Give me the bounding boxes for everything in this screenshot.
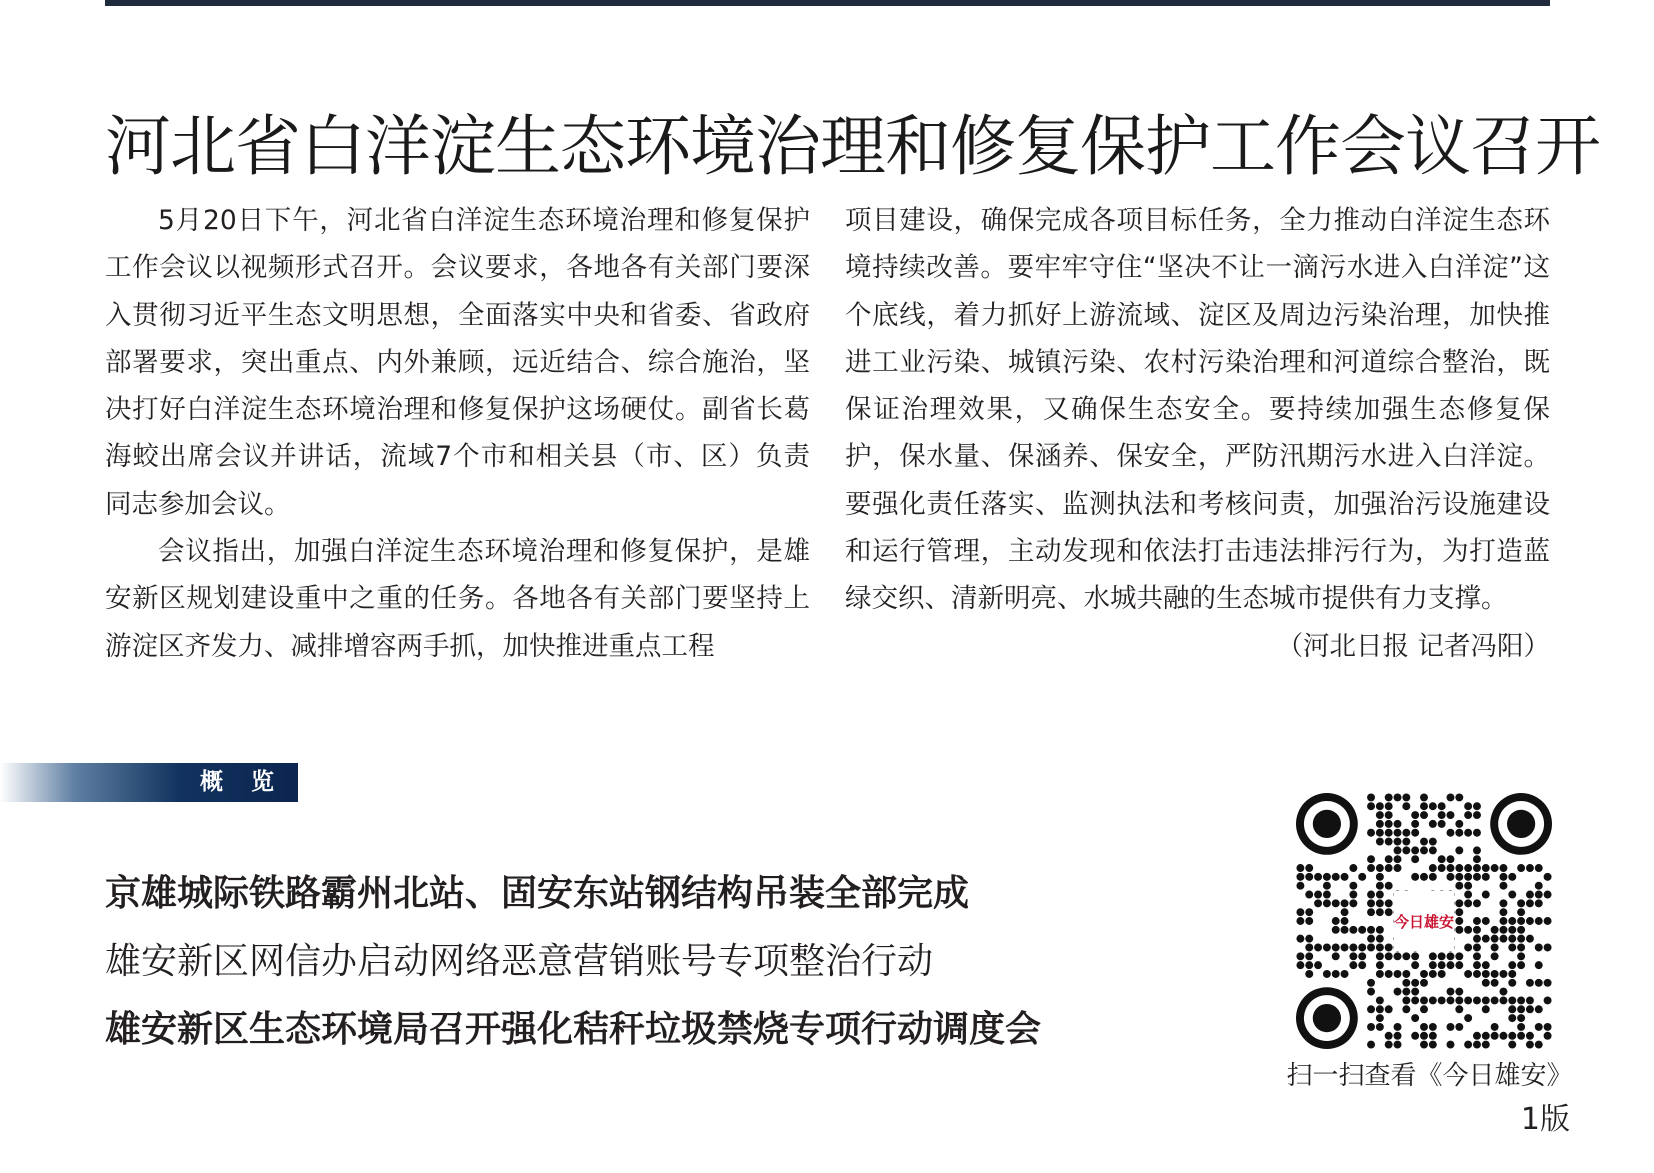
overview-label: 概 览	[200, 769, 285, 795]
news-headline[interactable]: 京雄城际铁路霸州北站、固安东站钢结构吊装全部完成	[105, 873, 970, 914]
article-left-column	[105, 197, 810, 670]
top-rule	[105, 0, 1550, 6]
article-paragraph: 5月20日下午，河北省白洋淀生态环境治理和修复保护工作会议以视频形式召开。会议要求，各地各有关部门要深入贯彻习近平生态文明思想，全面落实中央和省委、省政府部署要求，突出重点、内外兼顾，远近结合、综合施治，坚决打好白洋淀生态环境治理和修复保护这场硬仗。副省长葛海蛟出席会议并讲话，流域7个市和相关县（市、区）负责同志参加会议。	[105, 205, 810, 520]
overview-news-list	[105, 860, 1255, 1064]
article-byline: （河北日报 记者冯阳）	[1276, 630, 1550, 662]
qr-finder-pattern	[1296, 987, 1358, 1049]
page-number: 1版	[1520, 1102, 1570, 1137]
qr-code-icon	[1296, 793, 1552, 1049]
news-headline[interactable]: 雄安新区生态环境局召开强化秸秆垃圾禁烧专项行动调度会	[105, 1009, 1042, 1050]
page-headline: 河北省白洋淀生态环境治理和修复保护工作会议召开	[105, 108, 1600, 186]
qr-code[interactable]	[1296, 793, 1552, 1049]
article-paragraph: 项目建设，确保完成各项目标任务，全力推动白洋淀生态环境持续改善。要牢牢守住“坚决不让一滴污水进入白洋淀”这个底线，着力抓好上游流域、淀区及周边污染治理，加快推进工业污染、城镇污染、农村污染治理和河道综合整治，既保证治理效果，又确保生态安全。要持续加强生态修复保护，保水量、保涵养、保安全，严防汛期污水进入白洋淀。要强化责任落实、监测执法和考核问责，加强治污设施建设和运行管理，主动发现和依法打击违法排污行为，为打造蓝绿交织、清新明亮、水城共融的生态城市提供有力支撑。	[845, 205, 1550, 615]
qr-finder-pattern	[1490, 793, 1552, 855]
news-headline[interactable]: 雄安新区网信办启动网络恶意营销账号专项整治行动	[105, 941, 934, 982]
article-paragraph: 会议指出，加强白洋淀生态环境治理和修复保护，是雄安新区规划建设重中之重的任务。各地各有关部门要坚持上游淀区齐发力、减排增容两手抓，加快推进重点工程	[105, 536, 810, 662]
qr-caption: 扫一扫查看《今日雄安》	[1286, 1061, 1573, 1091]
qr-center-label: 今日雄安	[1393, 913, 1455, 931]
article-right-column	[845, 197, 1550, 670]
qr-finder-pattern	[1296, 793, 1358, 855]
